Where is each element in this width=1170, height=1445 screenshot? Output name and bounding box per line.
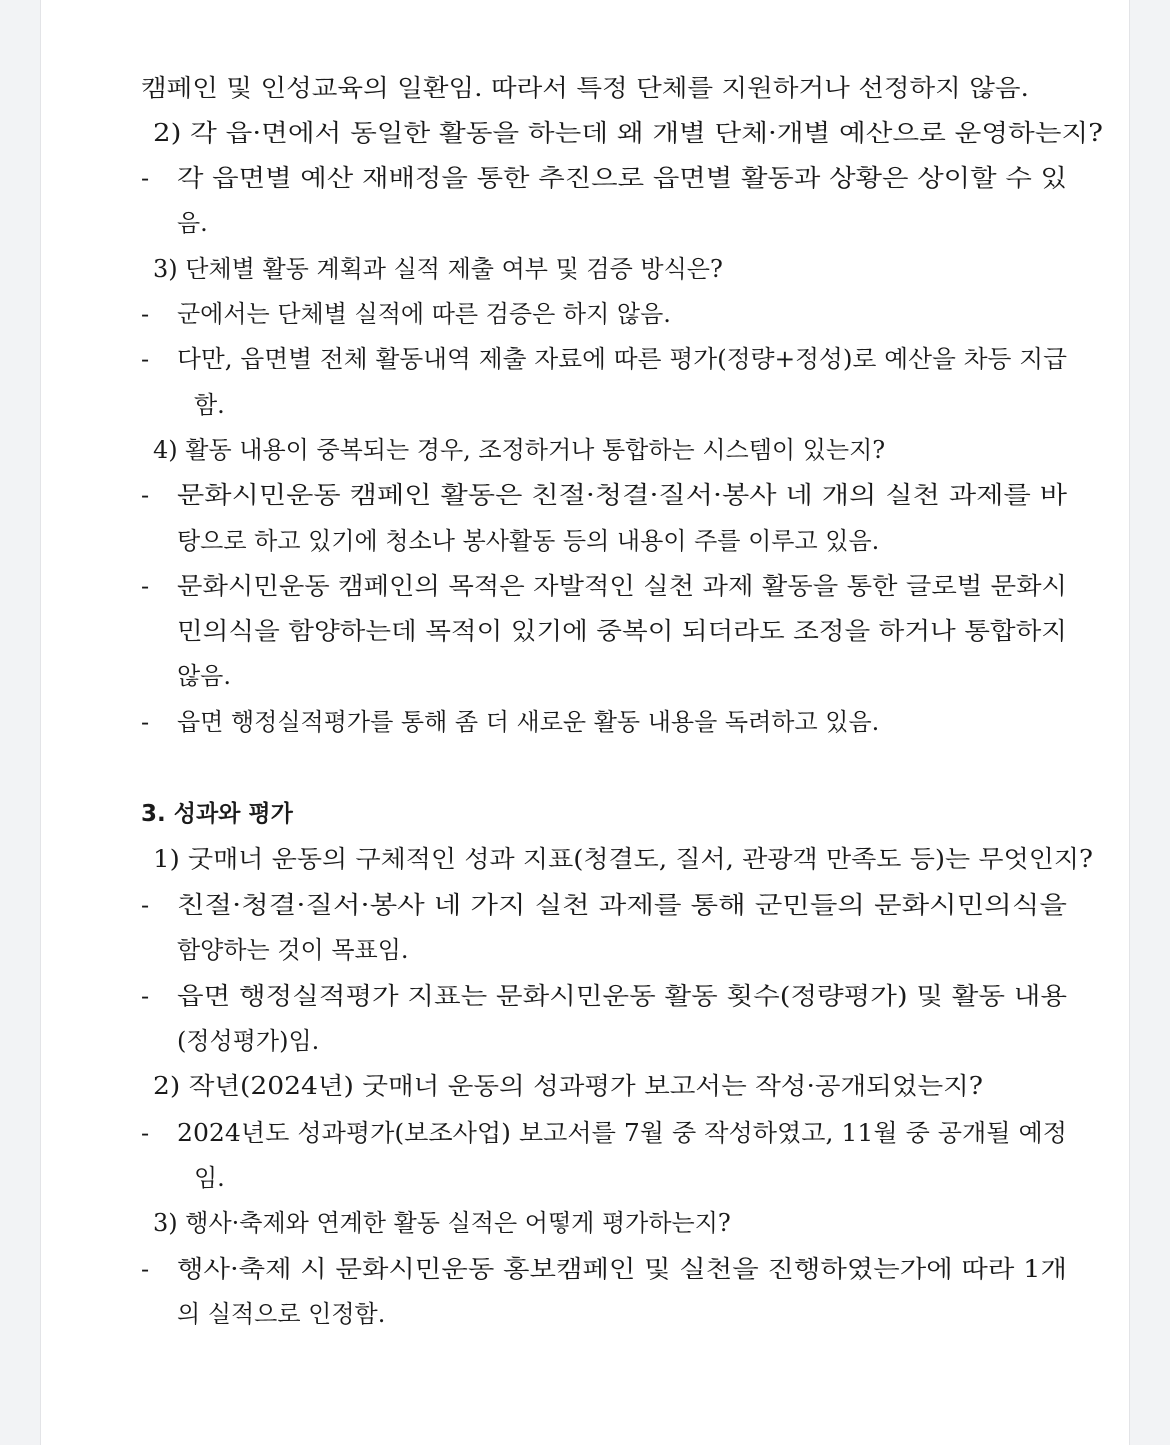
- line-text: 다만, 읍면별 전체 활동내역 제출 자료에 따른 평가(정량+정성)로 예산을 차등 지급: [177, 345, 1067, 373]
- line-text: 임.: [194, 1164, 225, 1192]
- document-page: [40, 0, 1130, 1445]
- text-line: [141, 72, 1029, 104]
- question-line: [153, 1070, 983, 1102]
- line-text: 탕으로 하고 있기에 청소나 봉사활동 등의 내용이 주를 이루고 있음.: [177, 527, 880, 555]
- line-text: 3) 행사·축제와 연계한 활동 실적은 어떻게 평가하는지?: [153, 1209, 731, 1237]
- line-text: 군에서는 단체별 실적에 따른 검증은 하지 않음.: [177, 300, 671, 328]
- text-line: [177, 207, 208, 239]
- line-text: 행사·축제 시 문화시민운동 홍보캠페인 및 실천을 진행하였는가에 따라 1개: [177, 1255, 1067, 1283]
- line-text: 의 실적으로 인정함.: [177, 1300, 386, 1328]
- question-line: [153, 843, 1093, 875]
- text-line: [194, 1162, 225, 1194]
- bullet-dash: -: [141, 708, 150, 736]
- line-text: 각 읍면별 예산 재배정을 통한 추진으로 읍면별 활동과 상황은 상이할 수 있: [177, 164, 1067, 192]
- section-heading: [141, 798, 293, 830]
- text-line: [177, 660, 231, 692]
- bullet-item: [141, 980, 1067, 1012]
- line-text: 문화시민운동 캠페인 활동은 친절·청결·질서·봉사 네 개의 실천 과제를 바: [177, 481, 1067, 509]
- bullet-item: [141, 889, 1067, 921]
- line-text: 문화시민운동 캠페인의 목적은 자발적인 실천 과제 활동을 통한 글로벌 문화시: [177, 572, 1067, 600]
- question-line: [153, 253, 723, 285]
- line-text: 3) 단체별 활동 계획과 실적 제출 여부 및 검증 방식은?: [153, 255, 723, 283]
- line-text: 2) 각 읍·면에서 동일한 활동을 하는데 왜 개별 단체·개별 예산으로 운영하는지?: [153, 119, 1103, 147]
- line-text: 캠페인 및 인성교육의 일환임. 따라서 특정 단체를 지원하거나 선정하지 않음.: [141, 74, 1029, 102]
- text-line: [194, 389, 225, 421]
- bullet-dash: -: [141, 1255, 150, 1283]
- line-text: 친절·청결·질서·봉사 네 가지 실천 과제를 통해 군민들의 문화시민의식을: [177, 891, 1067, 919]
- line-text: 민의식을 함양하는데 목적이 있기에 중복이 되더라도 조정을 하거나 통합하지: [177, 617, 1067, 645]
- text-line: [177, 934, 409, 966]
- bullet-dash: -: [141, 481, 150, 509]
- line-text: 읍면 행정실적평가를 통해 좀 더 새로운 활동 내용을 독려하고 있음.: [177, 708, 880, 736]
- text-line: [177, 525, 879, 557]
- bullet-item: [141, 162, 1067, 194]
- bullet-dash: -: [141, 572, 150, 600]
- line-text: 3. 성과와 평가: [141, 801, 293, 827]
- line-text: 2) 작년(2024년) 굿매너 운동의 성과평가 보고서는 작성·공개되었는지?: [153, 1072, 983, 1100]
- line-text: 4) 활동 내용이 중복되는 경우, 조정하거나 통합하는 시스템이 있는지?: [153, 436, 886, 464]
- bullet-item: [141, 706, 879, 738]
- bullet-dash: -: [141, 345, 150, 373]
- bullet-item: [141, 1117, 1067, 1149]
- text-line: [177, 1025, 319, 1057]
- text-line: [177, 615, 1067, 647]
- bullet-item: [141, 479, 1067, 511]
- line-text: 함.: [194, 391, 225, 419]
- bullet-item: [141, 298, 671, 330]
- bullet-dash: -: [141, 1119, 150, 1147]
- line-text: 1) 굿매너 운동의 구체적인 성과 지표(청결도, 질서, 관광객 만족도 등)는 무엇인지?: [153, 845, 1093, 873]
- question-line: [153, 434, 885, 466]
- line-text: 않음.: [177, 662, 231, 690]
- bullet-item: [141, 343, 1067, 375]
- bullet-dash: -: [141, 891, 150, 919]
- bullet-item: [141, 570, 1067, 602]
- bullet-dash: -: [141, 300, 150, 328]
- bullet-dash: -: [141, 164, 150, 192]
- question-line: [153, 117, 1103, 149]
- line-text: 2024년도 성과평가(보조사업) 보고서를 7월 중 작성하였고, 11월 중 공개될 예정: [177, 1119, 1067, 1147]
- line-text: 함양하는 것이 목표임.: [177, 936, 409, 964]
- line-text: 읍면 행정실적평가 지표는 문화시민운동 활동 횟수(정량평가) 및 활동 내용: [177, 982, 1067, 1010]
- bullet-dash: -: [141, 982, 150, 1010]
- text-line: [177, 1298, 385, 1330]
- line-text: 음.: [177, 209, 208, 237]
- question-line: [153, 1207, 731, 1239]
- line-text: (정성평가)임.: [177, 1027, 320, 1055]
- bullet-item: [141, 1253, 1067, 1285]
